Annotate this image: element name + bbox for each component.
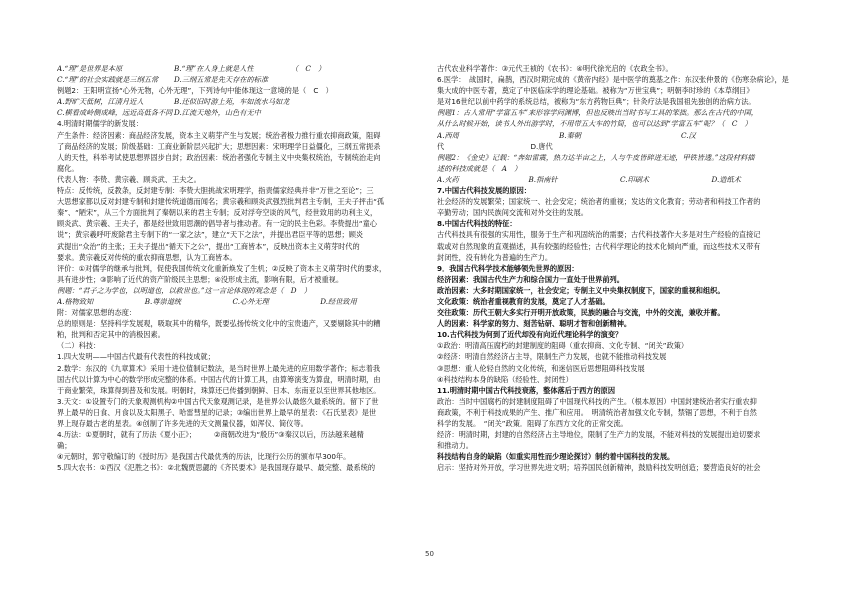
- options-row: [437, 174, 803, 185]
- text-line: 2.数学：东汉的《九章算术》采用十进位值制记数法，是当时世界上最先进的应用数学著作；标志着我: [57, 363, 381, 373]
- text-line: 要求。黄宗羲反对传统的重农抑商思想，认为工商皆本。: [57, 252, 237, 262]
- text-line: 大思想家都以反对封建专制和封建传统道德而闻名；黄宗羲和顾炎武强烈批判君主专制，王夫子抨击“孤: [57, 197, 385, 207]
- option-c: [291, 96, 408, 107]
- text-line: 从什么时候开始，读书人外出游学时，不用带五大车的竹简，也可以达到“学富五车”呢？（ C ）: [437, 119, 752, 129]
- text-line: 是对16世纪以前中药学的系统总结，被称为“东方药物巨典”；针灸疗法是我国祖先独创的治病方法。: [437, 97, 756, 107]
- text-line: 人的天性，科举考试使思想界固步自封；政治因素：统治者强化专制主义中央集权统治，专制统治走向: [57, 152, 381, 162]
- text-line: 秦”、“陋宋”，从三个方面批判了秦朝以来的君主专制；反对浮夸空谈的风气，经世致用的功利主义，: [57, 208, 378, 218]
- text-line: 例题2：《金史》记载：“奔如雷震，热力达半亩之上，人与牛皮皆碎迸无迹，甲铁皆透。”这段材料描: [437, 152, 755, 162]
- text-line: 于商业繁荣，珠算得到普及和发展。明朝时，珠算还已传播到朝鲜、日本、东南亚以至世界其他地区。: [57, 385, 381, 395]
- text-line: 封闭性，没有转化为普遍的生产力。: [437, 252, 553, 262]
- text-line: 附：对儒家思想的态度：: [57, 308, 137, 318]
- left-column: [57, 63, 408, 473]
- text-line: 例题1：古人常用“学富五车”来形容学问渊博，但也反映出当时书写工具的笨拙。那么在古代的中国，: [437, 108, 758, 118]
- text-line: 人的因素：科学家的努力、刻苦钻研、聪明才智和创新精神。: [437, 319, 632, 329]
- option-a: C.“理”的社会实践就是三纲五常: [57, 75, 159, 85]
- text-line: 界上最早的日食、月食以及太阳黑子、哈雷彗星的记录；③编出世界上最早的星表：《石氏星表》是世: [57, 407, 377, 417]
- text-line: 11.明清时期中国古代科技衰落，整体落后于西方的原因: [437, 385, 616, 395]
- text-line: 集大成的中医专著，奠定了中医临床学的理论基础。被称为“万世宝典”；明朝李时珍的《本草纲目》: [437, 86, 754, 96]
- text-line: ④元朝时，郭守敬编订的《授时历》是我国古代最优秀的历法，比现行公历的颁布早300年。: [57, 452, 351, 462]
- text-line: 交往政策：历代王朝大多实行开明开放政策，民族的融合与交流，中外的交流，兼收并蓄。: [437, 308, 725, 318]
- text-line: 1.四大发明——中国古代最有代表性的科技成就；: [57, 352, 215, 362]
- option-b: B.“理”在人身上就是人性: [174, 64, 254, 73]
- text-line: 4.明清时期儒学的新发展：: [57, 119, 143, 129]
- option-c: C.心外无理: [232, 296, 269, 306]
- text-line: 10.古代科技为何到了近代却没有向近代理论科学的演变？: [437, 330, 623, 340]
- text-line: 科学的发展。 “闭关”政策．阻碍了东西方文化的正常交流。: [437, 419, 628, 428]
- text-line: 评价：①对儒学的继承与批判，促使我国传统文化重新焕发了生机；②反映了资本主义萌芽时代的要求，: [57, 263, 387, 273]
- text-line: 载或对自然现象的直观描述，具有较强的经验性；古代科学理论的技术化倾向严重，而这些技术又带有: [437, 241, 761, 251]
- option-a: A.格物致知: [57, 296, 94, 306]
- text-line: 总的原则是：坚持科学发展观，吸取其中的精华，既要弘扬传统文化中的宝贵遗产，又要剔除其中的糟: [57, 319, 381, 329]
- text-line: 辛勤劳动；国内民族间交流和对外交往的发展。: [437, 208, 588, 218]
- option-c: C.印刷术: [620, 174, 650, 184]
- option-c: [291, 107, 408, 118]
- text-line: 经济：明清时期，封建的自然经济占主导地位，限制了生产力的发展，不能对科技的发展提出迫切要求: [437, 430, 761, 440]
- text-line: 武提出“众治”的主张；王夫子提出“循天下之公”，提出“工商皆本”，反映出资本主义萌芽时代的: [57, 241, 360, 251]
- option-a: C.横看成岭侧成峰，远近高低各不同: [57, 108, 173, 118]
- text-line: 古代科技具有很强的实用性，服务于生产和巩固统治的需要；古代科技著作大多是对生产经验的直接记: [437, 230, 761, 240]
- text-line: 商政策，不利于科技成果的产生、推广和应用。 明清统治者加强文化专制，禁锢了思想，不利于自然: [437, 407, 757, 417]
- text-line: 8.中国古代科技的特征：: [437, 219, 517, 229]
- text-line: 具有进步性；③影响了近代的资产阶级民主思想；④没形成主流，影响有限，后才被重视。: [57, 274, 344, 284]
- options-row: [57, 74, 408, 85]
- options-row: [57, 107, 408, 118]
- text-line: 例题2：王阳明宣扬“心外无物，心外无理”，下列诗句中能体现这一意境的是（ C ）: [57, 86, 333, 96]
- text-line: 特点：反传统，反教条，反封建专制：李贽大胆挑战宋明理学，指责儒家经典并非“万世之至论”；三: [57, 186, 374, 196]
- text-line: 文化政策：统治者重视教育的发展，奠定了人才基础。: [437, 296, 610, 306]
- text-line: ④科技结构本身的缺陷（经验性、封闭性）: [437, 374, 573, 384]
- text-line: 6.医学： 战国时，扁鹊，西汉时期完成的《黄帝内经》是中医学的奠基之作：东汉张仲景的《伤寒杂病论》，是: [437, 75, 789, 85]
- text-line: 4.历法：①夏朝时，就有了历法《夏小正》； ②商朝改进为“殷历”③秦汉以后，历法越来越精: [57, 430, 364, 440]
- option-b: B.还似旧时游上苑，车如流水马如龙: [174, 97, 290, 107]
- options-row: [57, 63, 408, 74]
- text-line: 确；: [57, 441, 72, 451]
- option-a: A.西周: [437, 130, 459, 140]
- text-line: 例题：“君子之为学也，以明道也，以救世也。”这一言论体现的观念是（ D ）: [57, 285, 311, 295]
- text-line: 代表人物：李贽、黄宗羲、顾炎武、王夫之。: [57, 174, 201, 184]
- text-line: 社会经济的发展繁荣；国家统一、社会安定；统治者的重视；发达的文化教育；劳动者和科技工作者的: [437, 197, 761, 207]
- option-a: A.“理”是世界是本原: [57, 64, 123, 73]
- text-line: 界上现存最古老的星表。④创制了许多先进的天文测量仪器，如浑仪、简仪等。: [57, 419, 308, 428]
- option-b: B.秦朝: [559, 130, 581, 140]
- text-line: 和推动力。: [437, 441, 473, 451]
- text-line: 7.中国古代科技发展的原因：: [437, 186, 531, 196]
- option-b: B.尊崇道统: [144, 296, 182, 306]
- option-c: C.汉: [681, 130, 696, 140]
- option-a: A.野旷天低树，江清月近人: [57, 97, 144, 107]
- option-d: D.经世致用: [320, 296, 357, 306]
- options-row: [57, 96, 408, 107]
- text-line: 产生条件：经济因素：商品经济发展，资本主义萌芽产生与发展；统治者极力推行重农抑商政策，阻碍: [57, 130, 381, 140]
- option-d: D.造纸术: [711, 174, 741, 184]
- text-line: （二）科技：: [57, 341, 101, 351]
- text-line: ①政治：明清高压腐朽的封建制度的阻碍（重农抑商、文化专制、“闭关”政策）: [437, 341, 689, 351]
- option-b: D.江流天地外，山色有无中: [174, 108, 261, 118]
- text-line: 政治因素：大多时期国家统一，社会安定；专制主义中央集权制度下，国家的重视和组织。: [437, 285, 725, 295]
- text-line: 国古代以计算为中心的数学形成完整的体系。中国古代的计算工具，由算筹演变为算盘，明清时期，由: [57, 374, 381, 384]
- option-b: B.指南针: [528, 174, 558, 184]
- text-line: 说”；黄宗羲呼吁废除君主专制下的“一家之法”，建立“天下之法”，并提出君臣平等的思想；顾炎: [57, 230, 364, 240]
- option-b: D.三纲五常是先天存在的标准: [174, 75, 269, 85]
- options-row: [57, 296, 408, 307]
- text-line: 科技结构自身的缺陷（如重实用性而少理论探讨）制约着中国科技的发展。: [437, 452, 675, 462]
- text-line: 古代农业科学著作：③元代王祯的《农书》：④明代徐光启的《农政全书》。: [437, 64, 673, 73]
- right-column: [437, 63, 803, 473]
- text-line: 粕，批判和否定其中的消极因素。: [57, 330, 165, 340]
- text-line: 政治：当时中国腐朽的封建制度阻碍了中国现代科技的产生。（根本原因）中国封建统治者实行重农抑: [437, 396, 757, 406]
- text-line: ③思想：重人伦轻自然的文化传统，和迷信医后思想阻碍科技发展: [437, 363, 645, 373]
- options-row: [437, 130, 803, 141]
- text-line: 启示：坚持对外开放，学习世界先进文明；培养国民创新精神，鼓励科技发明创造；要营造良好的社会: [437, 463, 761, 473]
- option-c: [291, 74, 408, 85]
- text-line: 述的科技成就是（ A ）: [437, 163, 522, 173]
- text-line: 了商品经济的发展；阶级基础：工商业新阶层兴起扩大；思想因素：宋明理学日益僵化，三纲五常扼杀: [57, 141, 381, 151]
- text-line: 代 D.唐代: [437, 141, 553, 151]
- text-line: ②经济：明清自然经济占主导，限制生产力发展，也就不能推动科技发展: [437, 352, 667, 362]
- text-line: 3.天文：①设置专门的天象观测机构②中国古代天象观测记录，是世界公认最悠久最系统的。留下了世: [57, 396, 379, 406]
- option-a: A.火药: [437, 174, 459, 184]
- page-number: 50: [425, 550, 434, 558]
- text-line: 9．我国古代科学技术能够领先世界的原因：: [437, 263, 579, 273]
- text-line: 经济因素：我国古代生产力和综合国力一直处于世界前列。: [437, 274, 624, 284]
- text-line: 腐化。: [57, 163, 79, 173]
- text-line: 顾炎武、黄宗羲、王夫子，都是经世致用思潮的倡导者与推动者。有一定的民主色彩。李贽提出“童心: [57, 219, 377, 229]
- text-line: 5.四大农书：①西汉《氾胜之书》：②北魏贾思勰的《齐民要术》是我国现存最早、最完整、最系统的: [57, 463, 376, 473]
- option-c: （ C ）: [291, 64, 326, 73]
